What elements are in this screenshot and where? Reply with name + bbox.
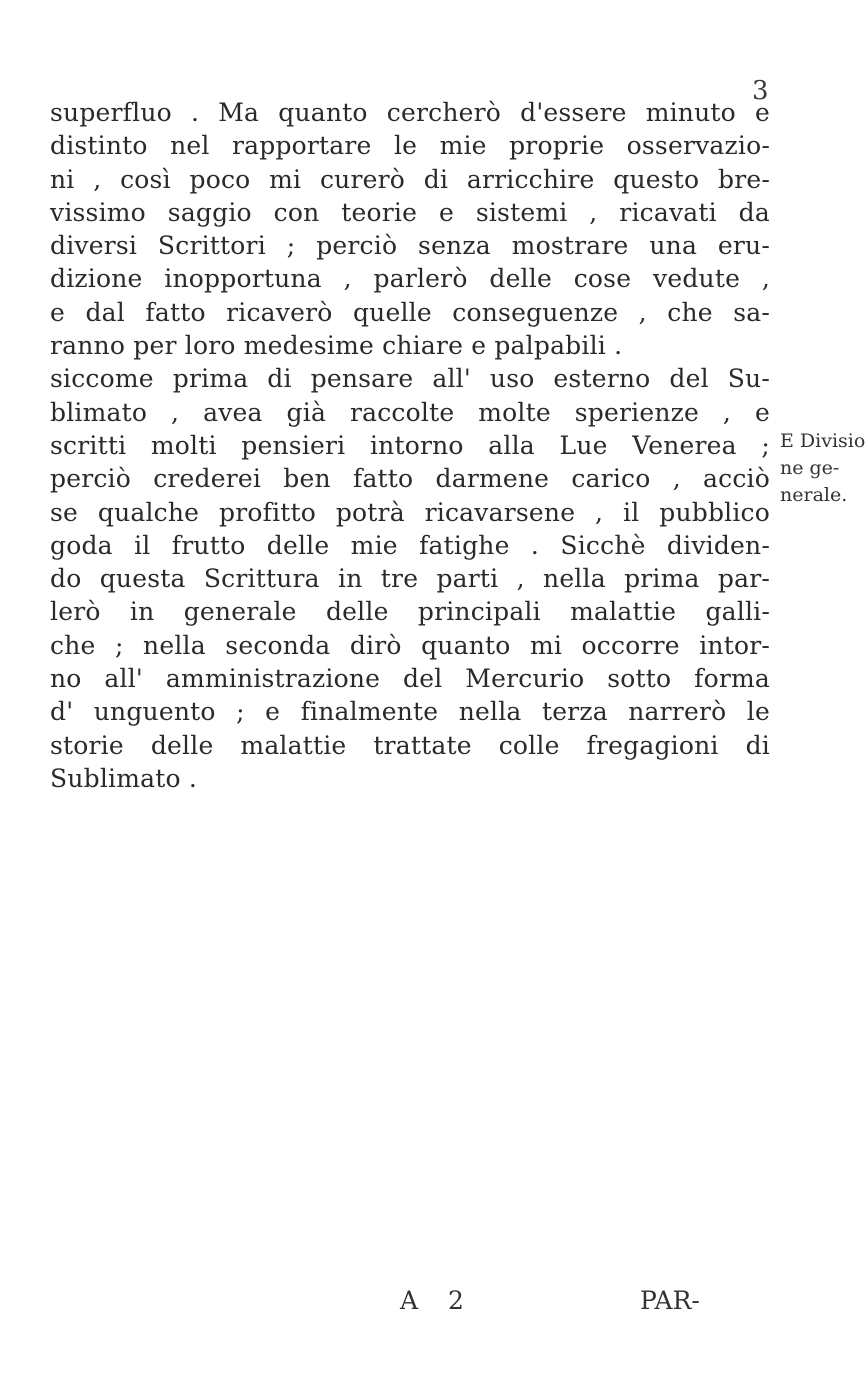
text-line: distinto nel rapportare le mie proprie osservazio- [50, 131, 770, 161]
marginal-note-line: E Divisio [780, 430, 865, 452]
text-line: lerò in generale delle principali malattie galli- [50, 597, 770, 627]
text-line: vissimo saggio con teorie e sistemi , ricavati da [50, 197, 770, 227]
text-line: dizione inopportuna , parlerò delle cose vedute , [50, 264, 770, 294]
marginal-note [780, 428, 865, 509]
catchword: PAR- [640, 1286, 700, 1315]
text-line: blimato , avea già raccolte molte sperienze , e [50, 397, 770, 427]
page-number: 3 [752, 76, 769, 106]
text-line: siccome prima di pensare all' uso esterno del Su- [50, 364, 770, 394]
text-line: superfluo . Ma quanto cercherò d'essere minuto e [50, 98, 770, 127]
text-line: ni , così poco mi curerò di arricchire questo bre- [50, 164, 770, 194]
text-line: ranno per loro medesime chiare e palpabili . [50, 331, 623, 361]
text-line: Sublimato . [50, 763, 198, 793]
text-line: storie delle malattie trattate colle fregagioni di [50, 730, 770, 760]
marginal-note-line: ne ge- [780, 457, 840, 479]
text-line: no all' amministrazione del Mercurio sotto forma [50, 664, 770, 694]
text-line: diversi Scrittori ; perciò senza mostrare una eru- [50, 231, 770, 261]
marginal-note-line: nerale. [780, 484, 848, 506]
text-line: scritti molti pensieri intorno alla Lue Venerea ; [50, 430, 770, 460]
text-line: d' unguento ; e finalmente nella terza narrerò le [50, 697, 770, 727]
text-line: do questa Scrittura in tre parti , nella prima par- [50, 564, 770, 594]
body-text [50, 96, 770, 795]
text-line: perciò crederei ben fatto darmene carico , acciò [50, 464, 770, 494]
signature-number: 2 [448, 1286, 464, 1315]
text-line: che ; nella seconda dirò quanto mi occorre intor- [50, 630, 770, 660]
text-line: goda il frutto delle mie fatighe . Sicchè dividen- [50, 530, 770, 560]
signature-mark: A [400, 1286, 419, 1315]
text-line: e dal fatto ricaverò quelle conseguenze , che sa- [50, 297, 770, 327]
text-line: se qualche profitto potrà ricavarsene , il pubblico [50, 497, 770, 527]
